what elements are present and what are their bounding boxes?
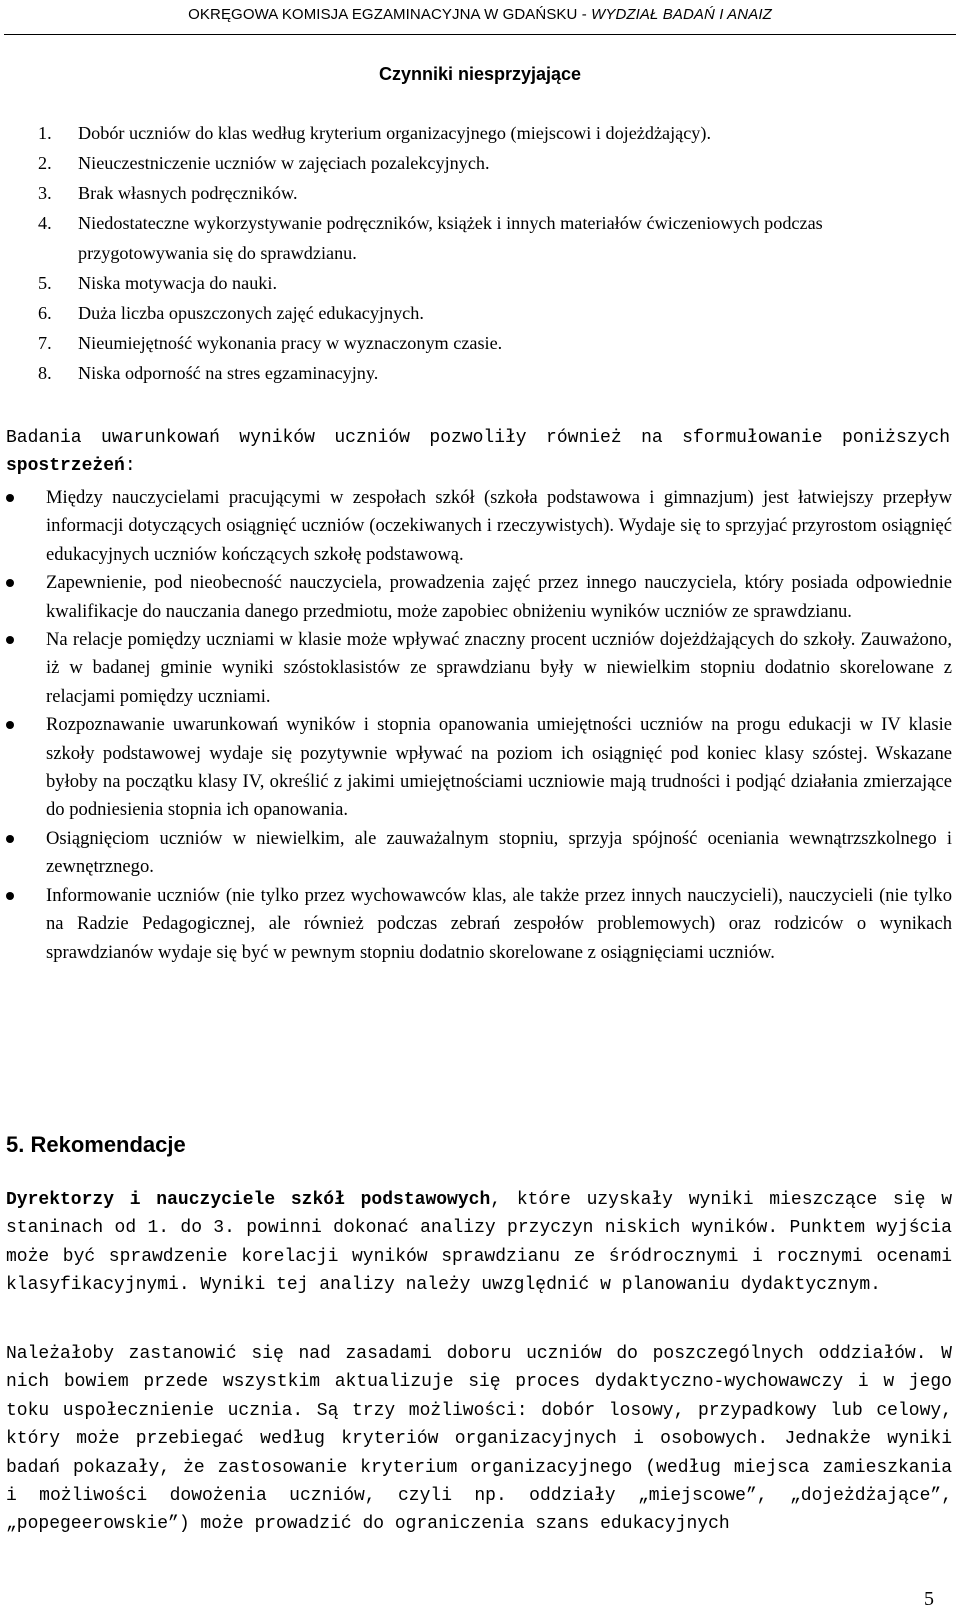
recommendation-paragraph: Należałoby zastanowić się nad zasadami doboru uczniów do poszczególnych oddziałów. W nich bowiem przede wszystkim aktualizuje się proces dydaktyczno-wychowawczy i w jego toku uspołecznienie ucznia. Są trzy możliwości: dobór losowy, przypadkowy lub celowy, który może przebiegać według kryteriów organizacyjnych i osobowych. Jednakże wyniki badań pokazały, że zastosowanie kryterium organizacyjnego (według miejsca zamieszkania i możliwości dowożenia uczniów, czyli np. oddziały „miejscowe”, „dojeżdżające”, „popegeerowskie”) może prowadzić do ograniczenia szans edukacyjnych — [6, 1344, 952, 1535]
item-number: 6. — [38, 303, 52, 323]
paragraph-text: , które uzyskały wyniki mieszczące się w staninach od 1. do 3. powinni dokonać analizy przyczyn niskich wyników. Punktem wyjścia może być sprawdzenie korelacji wyników sprawdzianu ze śródrocznymi i rocznymi ocenami klasyfikacyjnymi. Wyniki tej analizy należy uwzględnić w planowaniu dydaktycznym. — [6, 1190, 952, 1296]
bullet-icon — [6, 711, 46, 825]
header-divider — [4, 34, 956, 35]
bullet-item — [6, 569, 952, 626]
item-text: Niedostateczne wykorzystywanie podręczników, książek i innych materiałów ćwiczeniowych podczas przygotowywania się do sprawdzianu. — [78, 213, 823, 263]
bullet-item — [6, 882, 952, 967]
list-item — [38, 358, 940, 388]
bullet-icon — [6, 484, 46, 569]
paragraph-bold: Dyrektorzy i nauczyciele szkół podstawowych — [6, 1190, 491, 1210]
observations-list — [6, 484, 952, 967]
bullet-item — [6, 711, 952, 825]
item-text: Nieuczestniczenie uczniów w zajęciach pozalekcyjnych. — [78, 153, 490, 173]
intro-text: Badania uwarunkowań wyników uczniów pozwoliły również na sformułowanie poniższych — [6, 428, 950, 448]
bullet-text: Zapewnienie, pod nieobecność nauczyciela, prowadzenia zajęć przez innego nauczyciela, który posiada odpowiednie kwalifikacje do nauczania danego przedmiotu, może zapobiec obniżeniu wyników uczniów ze sprawdzianu. — [46, 572, 952, 622]
item-text: Nieumiejętność wykonania pracy w wyznaczonym czasie. — [78, 333, 503, 353]
factors-title: Czynniki niesprzyjające — [378, 64, 582, 84]
item-text: Niska motywacja do nauki. — [78, 273, 278, 293]
list-item — [38, 328, 940, 358]
list-item — [38, 118, 940, 148]
item-number: 7. — [38, 333, 52, 353]
page-header — [0, 6, 960, 32]
item-number: 1. — [38, 123, 52, 143]
bullet-icon — [6, 825, 46, 882]
item-number: 3. — [38, 183, 52, 203]
item-number: 2. — [38, 153, 52, 173]
item-text: Brak własnych podręczników. — [78, 183, 298, 203]
bullet-text: Rozpoznawanie uwarunkowań wyników i stopnia opanowania umiejętności uczniów na progu edukacji w IV klasie szkoły podstawowej wydaje się pozytywnie wpływać na poziom ich osiągnięć pod koniec klasy szóstej. Wskazane byłoby na początku klasy IV, określić z jakimi umiejętnościami uczniowie mają trudności i podjąć działania zmierzające do podniesienia stopnia ich opanowania. — [46, 714, 952, 821]
list-item — [38, 208, 940, 268]
page-number: 5 — [924, 1588, 934, 1610]
section-heading: 5. Rekomendacje — [6, 1132, 186, 1157]
item-number: 8. — [38, 363, 52, 383]
recommendation-paragraph — [6, 1186, 952, 1300]
list-item — [38, 268, 940, 298]
list-item — [38, 298, 940, 328]
bullet-item — [6, 626, 952, 711]
list-item — [38, 148, 940, 178]
bullet-text: Informowanie uczniów (nie tylko przez wychowawców klas, ale także przez innych nauczycieli), nauczycieli (nie tylko na Radzie Pedagogicznej, ale również podczas zebrań zespołów problemowych) oraz rodziców o wynikach sprawdzianów wydaje się być w pewnym stopniu dodatnio skorelowane z osiągnięciami uczniów. — [46, 884, 952, 963]
header-text: OKRĘGOWA KOMISJA EGZAMINACYJNA W GDAŃSKU - — [188, 6, 592, 23]
bullet-item — [6, 825, 952, 882]
bullet-icon — [6, 882, 46, 967]
intro-bold: spostrzeżeń — [6, 456, 125, 476]
bullet-icon — [6, 569, 46, 626]
factors-list — [38, 118, 940, 388]
bullet-text: Na relacje pomiędzy uczniami w klasie może wpływać znaczny procent uczniów dojeżdżających do szkoły. Zauważono, iż w badanej gminie wyniki szóstoklasistów ze sprawdzianu były w niewielkim stopniu dodatnio skorelowane z relacjami pomiędzy uczniami. — [46, 629, 952, 707]
item-text: Dobór uczniów do klas według kryterium organizacyjnego (miejscowi i dojeżdżający). — [78, 123, 711, 143]
item-text: Niska odporność na stres egzaminacyjny. — [78, 363, 379, 383]
item-number: 4. — [38, 213, 52, 233]
bullet-text: Między nauczycielami pracującymi w zespołach szkół (szkoła podstawowa i gimnazjum) jest łatwiejszy przepływ informacji dotyczących osiągnięć uczniów (oczekiwanych i rzeczywistych). Wydaje się to sprzyjać przyrostom osiągnięć edukacyjnych uczniów kończących szkołę podstawową. — [46, 487, 952, 565]
header-department: WYDZIAŁ BADAŃ I ANAIZ — [591, 6, 772, 23]
bullet-icon — [6, 626, 46, 711]
intro-end: : — [124, 456, 136, 476]
list-item — [38, 178, 940, 208]
observations-intro — [6, 424, 950, 480]
bullet-item — [6, 484, 952, 569]
bullet-text: Osiągnięciom uczniów w niewielkim, ale zauważalnym stopniu, sprzyja spójność oceniania wewnątrzszkolnego i zewnętrznego. — [46, 827, 952, 878]
item-text: Duża liczba opuszczonych zajęć edukacyjnych. — [78, 303, 424, 323]
item-number: 5. — [38, 273, 52, 293]
